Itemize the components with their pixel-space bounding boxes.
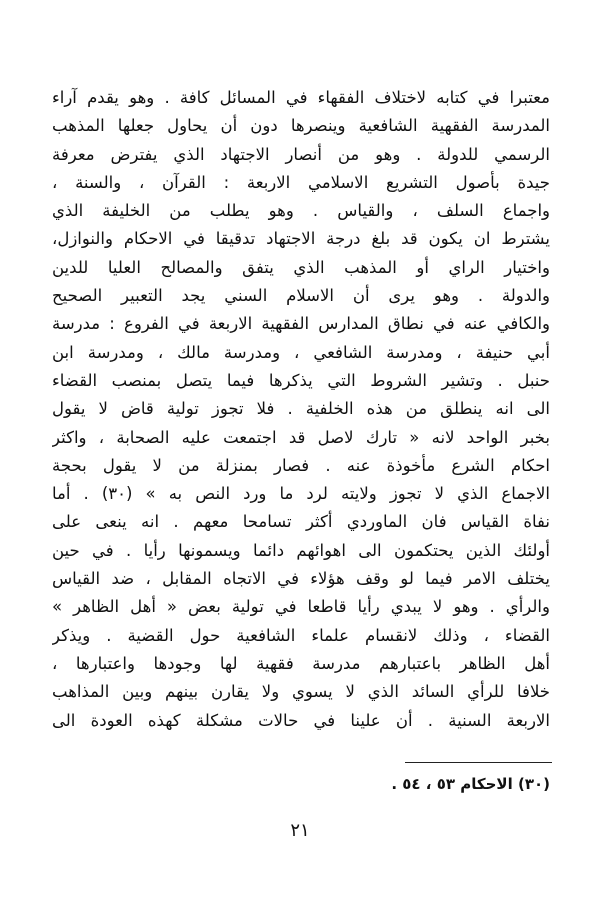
text-line: معتبرا في كتابه لاختلاف الفقهاء في المسائل كافة . وهو يقدم آراء [52,88,550,107]
text-line: الرسمي للدولة . وهو من أنصار الاجتهاد الذي يفترض معرفة [52,144,550,164]
text-line: الاجماع الذي لا تجوز ولايته لرد ما ورد النص به » (٣٠) . أما [52,484,550,504]
text-line: القضاء ، وذلك لانقسام علماء الشافعية حول القضية . ويذكر [52,625,550,645]
text-line: حنبل . وتشير الشروط التي يذكرها فيما يتصل بمنصب القضاء [52,370,550,390]
text-line: واختيار الراي أو المذهب الذي يتفق والمصالح العليا للدين [52,257,550,277]
text-line: المدرسة الفقهية الشافعية وينصرها دون أن يحاول جعلها المذهب [52,116,550,136]
footnote-divider [405,762,552,763]
body-text [52,84,550,735]
text-line: أبي حنيفة ، ومدرسة الشافعي ، ومدرسة مالك ، ومدرسة ابن [52,342,550,362]
page-number: ٢١ [290,820,310,841]
text-line: والدولة . وهو يرى أن الاسلام السني يجد التعبير الصحيح [52,286,550,306]
text-line: والرأي . وهو لا يبدي رأيا قاطعا في تولية بعض « أهل الظاهر » [52,597,550,617]
text-line: يختلف الامر فيما لو وقف هؤلاء في الاتجاه المقابل ، ضد القياس [52,569,550,589]
text-line: جيدة بأصول التشريع الاسلامي الاربعة : القرآن ، والسنة ، [52,172,550,192]
text-line: واجماع السلف ، والقياس . وهو يطلب من الخليفة الذي [52,201,550,221]
text-line: بخبر الواحد لانه « تارك لاصل قد اجتمعت عليه الصحابة ، واكثر [52,427,550,447]
text-line: والكافي عنه في نطاق المدارس الفقهية الاربعة في الفروع : مدرسة [52,314,550,334]
text-line: احكام الشرع مأخوذة عنه . فصار بمنزلة من لا يقول بحجة [52,455,550,475]
text-line: نفاة القياس فان الماوردي أكثر تسامحا معهم . انه ينعى على [52,512,550,532]
text-line: خلافا للرأي السائد الذي لا يسوي ولا يقارن بينهم وبين المذاهب [52,682,550,702]
footnote: (٣٠) الاحكام ٥٣ ، ٥٤ . [391,775,550,793]
text-line: أولئك الذين يحتكمون الى اهوائهم دائما ويسمونها رأيا . في حين [52,540,550,560]
text-line: الاربعة السنية . أن علينا في حالات مشكلة كهذه العودة الى [52,710,550,730]
text-line: أهل الظاهر باعتبارهم مدرسة فقهية لها وجودها واعتبارها ، [52,653,550,673]
text-line: الى انه ينطلق من هذه الخلفية . فلا تجوز تولية قاض لا يقول [52,399,550,419]
text-line: يشترط ان يكون قد بلغ درجة الاجتهاد تدقيقا في الاحكام والنوازل، [52,229,550,249]
